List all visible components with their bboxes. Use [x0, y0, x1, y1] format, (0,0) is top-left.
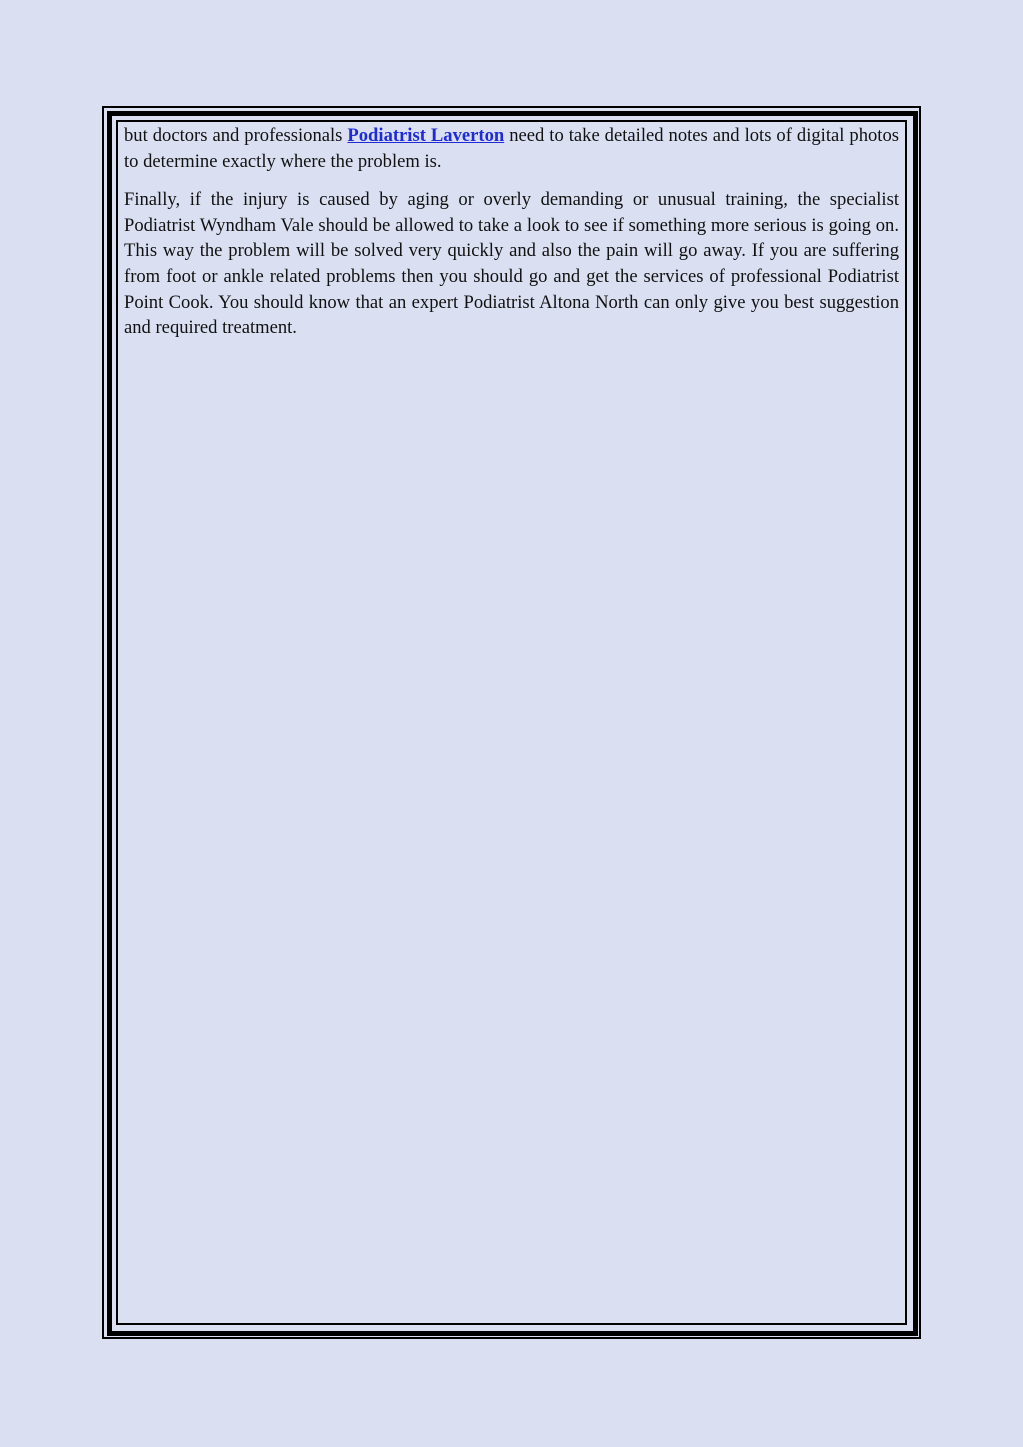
paragraph-1-trailing-text: need to take detailed notes and lots of digital photos to determine exactly where the problem is. [124, 125, 899, 172]
podiatrist-laverton-link[interactable]: Podiatrist Laverton [347, 125, 505, 146]
paragraph-2: Finally, if the injury is caused by aging or overly demanding or unusual training, the specialist Podiatrist Wyndham Vale should be allowed to take a look to see if something more serious is going on. This way the problem will be solved very quickly and also the pain will go away. If you are suffering from foot or ankle related problems then you should go and get the services of professional Podiatrist Point Cook. You should know that an expert Podiatrist Altona North can only give you best suggestion and required treatment. [124, 189, 899, 339]
paragraph-1 [124, 123, 899, 174]
document-body [124, 123, 899, 354]
paragraph-1-lead-text: but doctors and professionals [124, 125, 348, 146]
